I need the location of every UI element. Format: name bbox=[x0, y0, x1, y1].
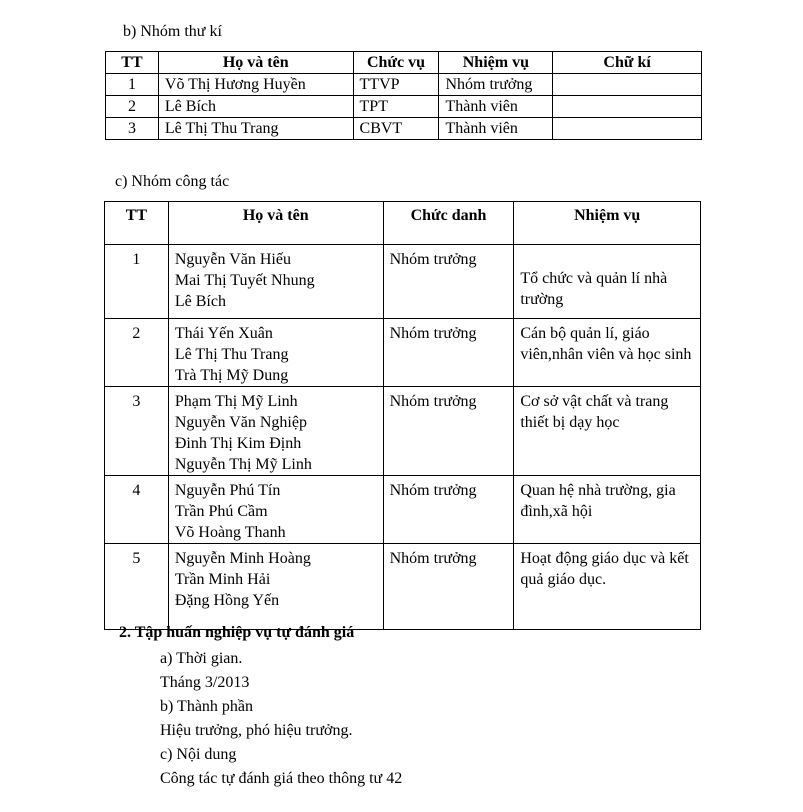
cell-name: Lê Thị Thu Trang bbox=[158, 118, 353, 140]
paragraph-line: Tháng 3/2013 bbox=[160, 674, 250, 691]
cell-task bbox=[514, 544, 701, 630]
member-name: Phạm Thị Mỹ Linh bbox=[174, 393, 298, 410]
member-name: Nguyễn Văn Hiếu bbox=[174, 251, 291, 268]
task-text: Quan hệ nhà trường, gia đình,xã hội bbox=[520, 482, 676, 520]
paragraph-line: b) Thành phần bbox=[160, 698, 254, 715]
task-text: Cơ sở vật chất và trang thiết bị dạy học bbox=[520, 393, 669, 431]
member-name: Trần Minh Hải bbox=[174, 571, 271, 588]
table-row bbox=[105, 319, 701, 387]
cell-names bbox=[168, 245, 383, 319]
cell-tt: 3 bbox=[105, 387, 169, 476]
member-name: Trần Phú Cầm bbox=[174, 503, 268, 520]
cell-task: Thành viên bbox=[439, 96, 553, 118]
member-name: Đinh Thị Kim Định bbox=[174, 435, 302, 452]
cell-tt: 1 bbox=[105, 245, 169, 319]
cell-title: Nhóm trưởng bbox=[383, 476, 514, 544]
cell-title: Nhóm trưởng bbox=[383, 319, 514, 387]
cell-names bbox=[168, 544, 383, 630]
section-2-heading: 2. Tập huấn nghiệp vụ tự đánh giá bbox=[119, 624, 355, 641]
table-row bbox=[106, 118, 702, 140]
cell-name: Lê Bích bbox=[158, 96, 353, 118]
section-b-title: b) Nhóm thư kí bbox=[123, 23, 222, 40]
task-text: Tổ chức và quản lí nhà trường bbox=[520, 270, 668, 308]
header-name: Họ và tên bbox=[168, 202, 383, 245]
paragraph-line: Hiệu trưởng, phó hiệu trưởng. bbox=[160, 722, 353, 739]
table-row bbox=[105, 387, 701, 476]
cell-signature bbox=[553, 74, 702, 96]
cell-task bbox=[514, 476, 701, 544]
cell-tt: 2 bbox=[105, 319, 169, 387]
member-name: Thái Yến Xuân bbox=[174, 325, 273, 342]
header-signature: Chữ kí bbox=[553, 52, 702, 74]
table-header-row bbox=[106, 52, 702, 74]
header-name: Họ và tên bbox=[158, 52, 353, 74]
cell-task bbox=[514, 319, 701, 387]
cell-tt: 5 bbox=[105, 544, 169, 630]
cell-position: TPT bbox=[353, 96, 439, 118]
cell-title: Nhóm trưởng bbox=[383, 544, 514, 630]
table-row bbox=[105, 245, 701, 319]
member-name: Nguyễn Thị Mỹ Linh bbox=[174, 456, 312, 473]
table-row bbox=[106, 96, 702, 118]
cell-names bbox=[168, 319, 383, 387]
paragraph-line: Công tác tự đánh giá theo thông tư 42 bbox=[160, 770, 403, 787]
member-name: Nguyễn Minh Hoàng bbox=[174, 550, 311, 567]
header-tt: TT bbox=[105, 202, 169, 245]
cell-names bbox=[168, 476, 383, 544]
working-group-table bbox=[104, 201, 701, 630]
member-name: Võ Hoàng Thanh bbox=[174, 524, 286, 541]
header-position: Chức vụ bbox=[353, 52, 439, 74]
cell-title: Nhóm trưởng bbox=[383, 387, 514, 476]
cell-task bbox=[514, 245, 701, 319]
table-header-row bbox=[105, 202, 701, 245]
cell-position: TTVP bbox=[353, 74, 439, 96]
member-name: Nguyễn Phú Tín bbox=[174, 482, 281, 499]
table-row bbox=[105, 544, 701, 630]
cell-tt: 3 bbox=[106, 118, 159, 140]
cell-task: Thành viên bbox=[439, 118, 553, 140]
cell-signature bbox=[553, 118, 702, 140]
cell-names bbox=[168, 387, 383, 476]
header-task: Nhiệm vụ bbox=[439, 52, 553, 74]
task-text: Cán bộ quản lí, giáo viên,nhân viên và học sinh bbox=[520, 325, 692, 363]
header-tt: TT bbox=[106, 52, 159, 74]
member-name: Mai Thị Tuyết Nhung bbox=[174, 272, 315, 289]
cell-signature bbox=[553, 96, 702, 118]
member-name: Lê Bích bbox=[174, 293, 226, 310]
cell-task: Nhóm trưởng bbox=[439, 74, 553, 96]
paragraph-line: c) Nội dung bbox=[160, 746, 237, 763]
cell-tt: 2 bbox=[106, 96, 159, 118]
cell-position: CBVT bbox=[353, 118, 439, 140]
cell-task bbox=[514, 387, 701, 476]
cell-title: Nhóm trưởng bbox=[383, 245, 514, 319]
task-text: Hoạt động giáo dục và kết quả giáo dục. bbox=[520, 550, 689, 588]
secretary-table bbox=[105, 51, 702, 140]
member-name: Đặng Hồng Yến bbox=[174, 592, 280, 609]
cell-name: Võ Thị Hương Huyền bbox=[158, 74, 353, 96]
paragraph-line: a) Thời gian. bbox=[160, 650, 243, 667]
cell-tt: 1 bbox=[106, 74, 159, 96]
header-task: Nhiệm vụ bbox=[514, 202, 701, 245]
table-row bbox=[105, 476, 701, 544]
member-name: Lê Thị Thu Trang bbox=[174, 346, 289, 363]
header-title: Chức danh bbox=[383, 202, 514, 245]
table-row bbox=[106, 74, 702, 96]
member-name: Nguyễn Văn Nghiệp bbox=[174, 414, 307, 431]
cell-tt: 4 bbox=[105, 476, 169, 544]
member-name: Trà Thị Mỹ Dung bbox=[174, 367, 289, 384]
section-c-title: c) Nhóm công tác bbox=[115, 173, 230, 190]
